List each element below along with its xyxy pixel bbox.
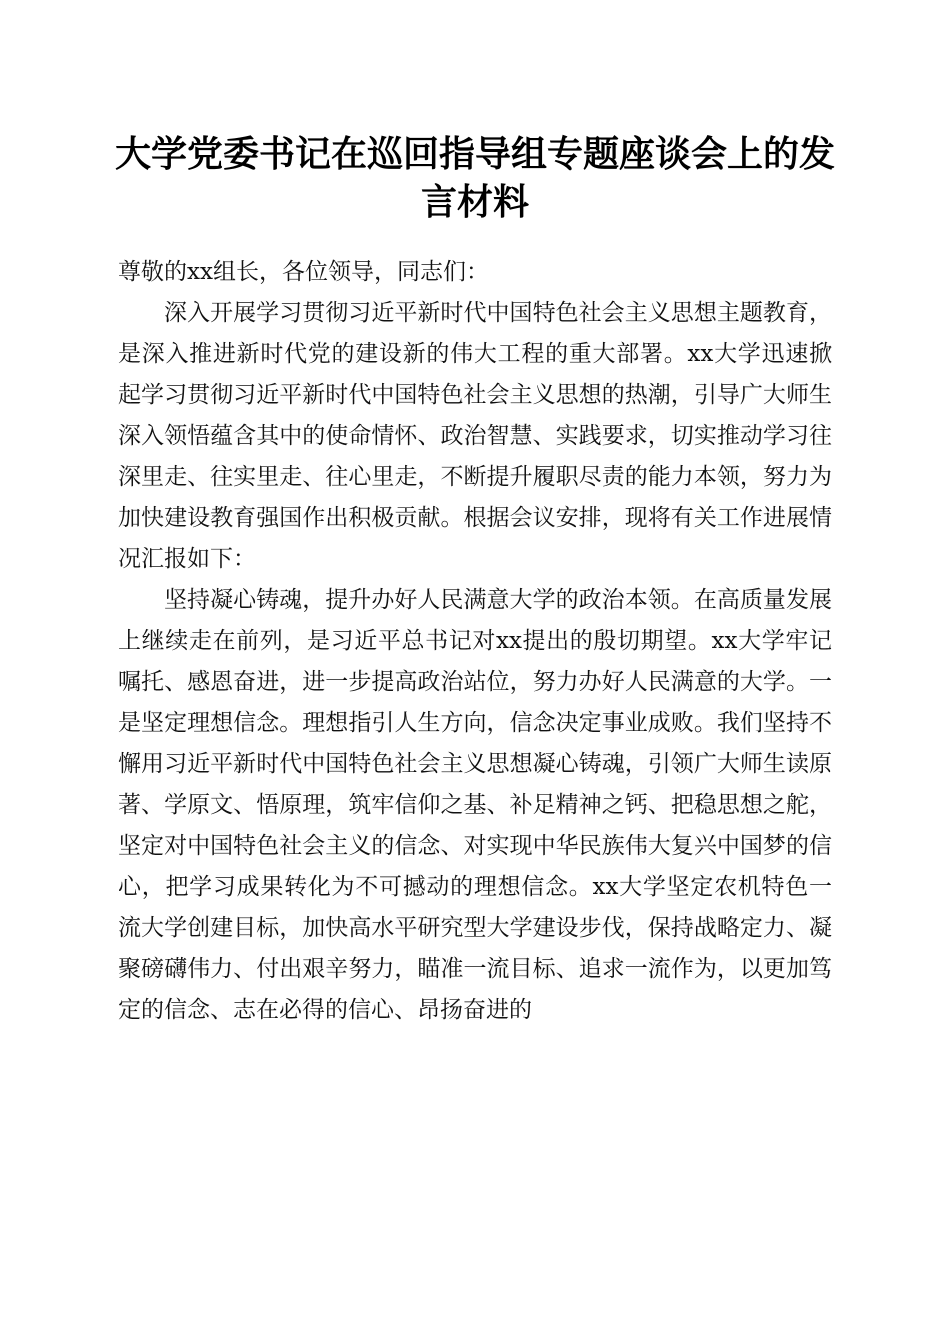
title-line-2: 言材料 [420,181,529,223]
salutation: 尊敬的xx组长，各位领导，同志们： [118,259,489,285]
title-line-1: 大学党委书记在巡回指导组专题座谈会上的发 [114,133,835,175]
document-body [118,252,832,1031]
paragraph-2: 坚持凝心铸魂，提升办好人民满意大学的政治本领。在高质量发展上继续走在前列，是习近平总书记对xx提出的殷切期望。xx大学牢记嘱托、感恩奋进，进一步提高政治站位，努力办好人民满意的大学。一是坚定理想信念。理想指引人生方向，信念决定事业成败。我们坚持不懈用习近平新时代中国特色社会主义思想凝心铸魂，引领广大师生读原著、学原文、悟原理，筑牢信仰之基、补足精神之钙、把稳思想之舵，坚定对中国特色社会主义的信念、对实现中华民族伟大复兴中国梦的信心，把学习成果转化为不可撼动的理想信念。xx大学坚定农机特色一流大学创建目标，加快高水平研究型大学建设步伐，保持战略定力、凝聚磅礴伟力、付出艰辛努力，瞄准一流目标、追求一流作为，以更加笃定的信念、志在必得的信心、昂扬奋进的 [118,587,832,1023]
document-title [100,130,850,226]
paragraph-1: 深入开展学习贯彻习近平新时代中国特色社会主义思想主题教育，是深入推进新时代党的建设新的伟大工程的重大部署。xx大学迅速掀起学习贯彻习近平新时代中国特色社会主义思想的热潮，引导广大师生深入领悟蕴含其中的使命情怀、政治智慧、实践要求，切实推动学习往深里走、往实里走、往心里走，不断提升履职尽责的能力本领，努力为加快建设教育强国作出积极贡献。根据会议安排，现将有关工作进展情况汇报如下： [118,300,832,572]
